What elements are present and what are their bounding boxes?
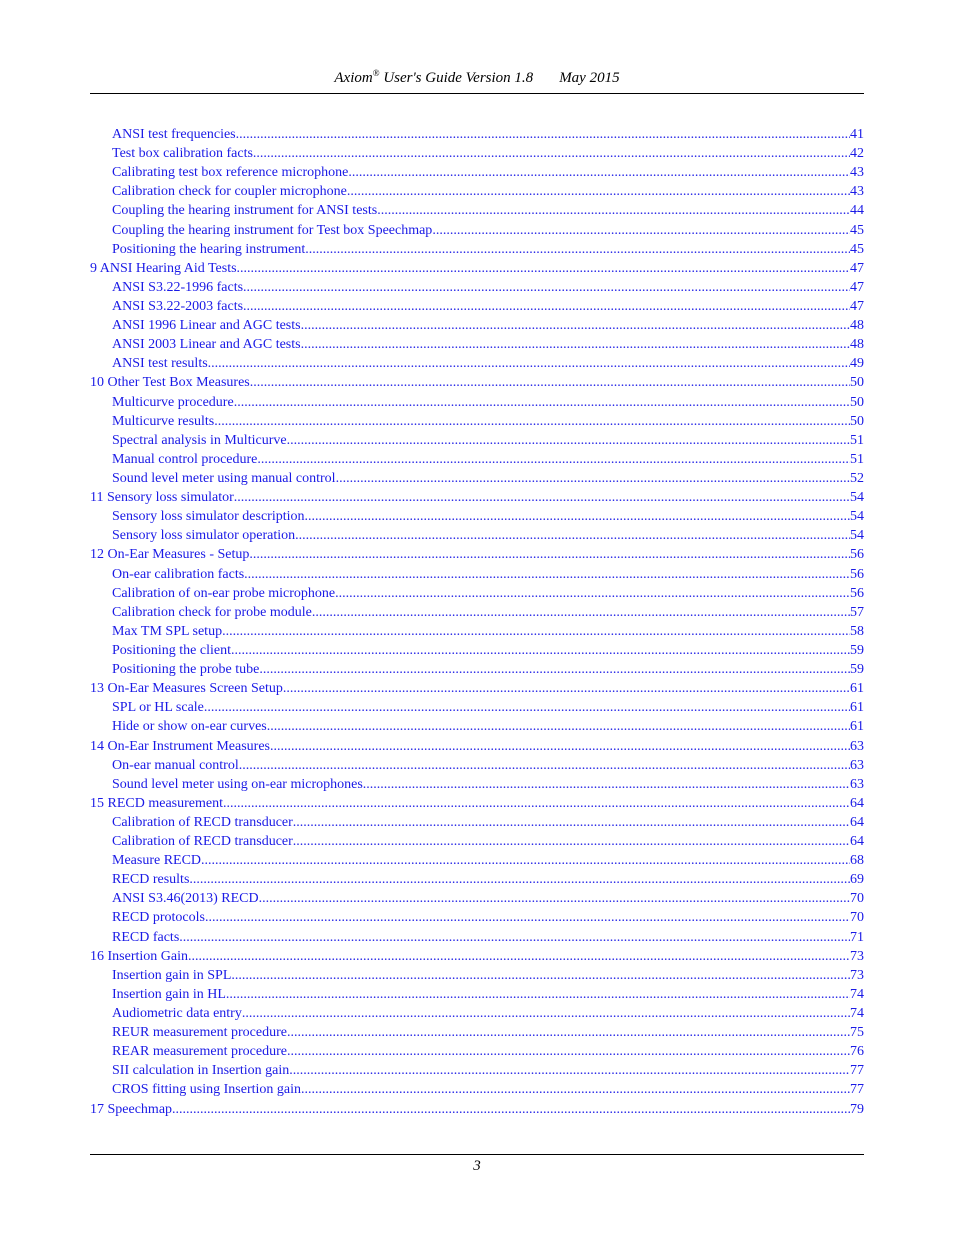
toc-section-link[interactable] [90, 450, 864, 469]
toc-page-number: 45 [850, 222, 864, 238]
toc-chapter-link[interactable] [90, 794, 864, 813]
toc-page-number: 54 [850, 509, 864, 525]
toc-dot-leader [222, 622, 850, 641]
toc-page-number: 74 [850, 986, 864, 1002]
toc-entry-label: Manual control procedure [112, 451, 258, 467]
toc-dot-leader [239, 756, 850, 775]
toc-entry-label: Spectral analysis in Multicurve [112, 432, 287, 448]
toc-dot-leader [335, 584, 850, 603]
toc-dot-leader [201, 851, 850, 870]
toc-page-number: 71 [850, 929, 864, 945]
toc-dot-leader [253, 144, 850, 163]
toc-entry-label: Test box calibration facts [112, 146, 253, 162]
toc-page-number: 56 [850, 547, 864, 563]
toc-entry-label: Calibration check for coupler microphone [112, 184, 347, 200]
toc-entry-label: On-ear calibration facts [112, 566, 245, 582]
toc-dot-leader [243, 297, 850, 316]
toc-entry-label: 13 On-Ear Measures Screen Setup [90, 681, 283, 697]
toc-entry-label: Multicurve results [112, 413, 215, 429]
toc-dot-leader [347, 182, 850, 201]
toc-section-link[interactable] [90, 412, 864, 431]
toc-entry-label: Multicurve procedure [112, 394, 234, 410]
toc-page-number: 73 [850, 967, 864, 983]
toc-entry-label: RECD results [112, 872, 190, 888]
toc-entry-label: REAR measurement procedure [112, 1044, 287, 1060]
toc-section-link[interactable] [90, 316, 864, 335]
toc-dot-leader [287, 1042, 850, 1061]
toc-page-number: 77 [850, 1063, 864, 1079]
toc-dot-leader [301, 335, 850, 354]
toc-page-number: 51 [850, 432, 864, 448]
toc-section-link[interactable] [90, 1004, 864, 1023]
toc-entry-label: Calibration check for probe module [112, 604, 312, 620]
toc-page-number: 61 [850, 700, 864, 716]
toc-dot-leader [305, 240, 850, 259]
toc-entry-label: Sensory loss simulator description [112, 509, 305, 525]
toc-entry-label: ANSI 2003 Linear and AGC tests [112, 337, 301, 353]
toc-page-number: 50 [850, 413, 864, 429]
toc-entry-label: 12 On-Ear Measures - Setup [90, 547, 250, 563]
toc-entry-label: Calibration of RECD transducer [112, 814, 293, 830]
toc-dot-leader [243, 278, 850, 297]
toc-section-link[interactable] [90, 832, 864, 851]
toc-entry-label: Positioning the probe tube [112, 662, 260, 678]
toc-section-link[interactable] [90, 966, 864, 985]
toc-page-number: 51 [850, 451, 864, 467]
toc-dot-leader [204, 698, 850, 717]
toc-page-number: 68 [850, 853, 864, 869]
toc-section-link[interactable] [90, 526, 864, 545]
toc-entry-label: 17 Speechmap [90, 1101, 173, 1117]
toc-section-link[interactable] [90, 297, 864, 316]
toc-chapter-link[interactable] [90, 259, 864, 278]
toc-page-number: 63 [850, 757, 864, 773]
toc-dot-leader [293, 813, 850, 832]
toc-section-link[interactable] [90, 908, 864, 927]
toc-section-link[interactable] [90, 565, 864, 584]
toc-section-link[interactable] [90, 1023, 864, 1042]
toc-entry-label: CROS fitting using Insertion gain [112, 1082, 301, 1098]
toc-section-link[interactable] [90, 660, 864, 679]
toc-entry-label: 14 On-Ear Instrument Measures [90, 738, 271, 754]
toc-page-number: 58 [850, 623, 864, 639]
toc-page-number: 79 [850, 1101, 864, 1117]
toc-dot-leader [189, 870, 850, 889]
header-date: May 2015 [559, 70, 620, 86]
page-footer [90, 1158, 864, 1175]
toc-entry-label: ANSI S3.22-1996 facts [112, 279, 244, 295]
toc-entry-label: Insertion gain in HL [112, 986, 226, 1002]
toc-chapter-link[interactable] [90, 1100, 864, 1119]
toc-page-number: 59 [850, 642, 864, 658]
toc-chapter-link[interactable] [90, 545, 864, 564]
toc-page-number: 64 [850, 795, 864, 811]
toc-dot-leader [179, 928, 850, 947]
toc-section-link[interactable] [90, 393, 864, 412]
toc-dot-leader [231, 641, 850, 660]
toc-page-number: 43 [850, 165, 864, 181]
toc-section-link[interactable] [90, 928, 864, 947]
toc-page-number: 70 [850, 910, 864, 926]
toc-entry-label: ANSI S3.22-2003 facts [112, 298, 244, 314]
toc-entry-label: SII calculation in Insertion gain [112, 1063, 290, 1079]
toc-dot-leader [348, 163, 850, 182]
toc-dot-leader [289, 1061, 850, 1080]
toc-dot-leader [301, 1080, 850, 1099]
toc-dot-leader [242, 1004, 850, 1023]
toc-dot-leader [301, 316, 850, 335]
toc-section-link[interactable] [90, 354, 864, 373]
toc-chapter-link[interactable] [90, 488, 864, 507]
toc-page-number: 49 [850, 356, 864, 372]
toc-section-link[interactable] [90, 1061, 864, 1080]
toc-page-number: 69 [850, 872, 864, 888]
toc-dot-leader [244, 565, 850, 584]
toc-entry-label: ANSI S3.46(2013) RECD [112, 891, 259, 907]
toc-entry-label: REUR measurement procedure [112, 1025, 287, 1041]
toc-entry-label: Hide or show on-ear curves [112, 719, 267, 735]
toc-entry-label: ANSI test results [112, 356, 208, 372]
toc-entry-label: ANSI 1996 Linear and AGC tests [112, 318, 301, 334]
toc-dot-leader [267, 717, 850, 736]
toc-page-number: 59 [850, 662, 864, 678]
header-title: User's Guide Version 1.8 [383, 70, 534, 86]
toc-section-link[interactable] [90, 278, 864, 297]
toc-chapter-link[interactable] [90, 373, 864, 392]
toc-dot-leader [205, 908, 850, 927]
toc-dot-leader [250, 373, 850, 392]
toc-section-link[interactable] [90, 431, 864, 450]
toc-section-link[interactable] [90, 756, 864, 775]
toc-page-number: 64 [850, 814, 864, 830]
toc-page-number: 56 [850, 566, 864, 582]
toc-page-number: 54 [850, 490, 864, 506]
toc-entry-label: Calibration of RECD transducer [112, 834, 293, 850]
header-divider [90, 93, 864, 94]
toc-page-number: 63 [850, 776, 864, 792]
toc-entry-label: Sound level meter using on-ear microphones [112, 776, 363, 792]
toc-dot-leader [293, 832, 850, 851]
toc-entry-label: 15 RECD measurement [90, 795, 223, 811]
toc-dot-leader [237, 259, 850, 278]
toc-entry-label: Max TM SPL setup [112, 623, 223, 639]
toc-section-link[interactable] [90, 698, 864, 717]
toc-entry-label: Coupling the hearing instrument for Test box Speechmap [112, 222, 433, 238]
toc-entry-label: Measure RECD [112, 853, 202, 869]
toc-page-number: 44 [850, 203, 864, 219]
toc-entry-label: Audiometric data entry [112, 1006, 242, 1022]
toc-page-number: 43 [850, 184, 864, 200]
toc-section-link[interactable] [90, 603, 864, 622]
toc-page-number: 61 [850, 719, 864, 735]
page-number: 3 [473, 1158, 481, 1174]
toc-chapter-link[interactable] [90, 947, 864, 966]
toc-page-number: 56 [850, 585, 864, 601]
toc-dot-leader [270, 737, 850, 756]
footer-divider [90, 1154, 864, 1155]
toc-entry-label: 11 Sensory loss simulator [90, 490, 234, 506]
toc-section-link[interactable] [90, 584, 864, 603]
toc-dot-leader [287, 1023, 850, 1042]
toc-page-number: 48 [850, 337, 864, 353]
toc-page-number: 50 [850, 394, 864, 410]
toc-page-number: 47 [850, 298, 864, 314]
toc-section-link[interactable] [90, 813, 864, 832]
toc-entry-label: Calibration of on-ear probe microphone [112, 585, 336, 601]
toc-dot-leader [188, 947, 850, 966]
toc-entry-label: RECD protocols [112, 910, 205, 926]
toc-section-link[interactable] [90, 1080, 864, 1099]
toc-chapter-link[interactable] [90, 679, 864, 698]
toc-dot-leader [305, 507, 851, 526]
toc-page-number: 47 [850, 260, 864, 276]
toc-section-link[interactable] [90, 240, 864, 259]
toc-entry-label: Positioning the client [112, 642, 231, 658]
toc-dot-leader [236, 125, 850, 144]
toc-dot-leader [336, 469, 850, 488]
toc-dot-leader [377, 201, 850, 220]
toc-entry-label: 9 ANSI Hearing Aid Tests [90, 260, 237, 276]
toc-section-link[interactable] [90, 469, 864, 488]
toc-page-number: 47 [850, 279, 864, 295]
toc-entry-label: 16 Insertion Gain [90, 948, 188, 964]
toc-section-link[interactable] [90, 221, 864, 240]
toc-page-number: 48 [850, 318, 864, 334]
toc-dot-leader [234, 488, 850, 507]
toc-entry-label: ANSI test frequencies [112, 127, 236, 142]
toc-dot-leader [295, 526, 850, 545]
toc-dot-leader [283, 679, 850, 698]
toc-dot-leader [249, 545, 850, 564]
toc-page-number: 63 [850, 738, 864, 754]
toc-section-link[interactable] [90, 870, 864, 889]
toc-page-number: 41 [850, 127, 864, 142]
toc-section-link[interactable] [90, 163, 864, 182]
toc-dot-leader [223, 794, 850, 813]
toc-section-link[interactable] [90, 182, 864, 201]
toc-dot-leader [287, 431, 850, 450]
toc-dot-leader [234, 393, 850, 412]
toc-page-number: 77 [850, 1082, 864, 1098]
toc-entry-label: On-ear manual control [112, 757, 239, 773]
toc-page-number: 52 [850, 470, 864, 486]
toc-section-link[interactable] [90, 622, 864, 641]
toc-entry-label: Insertion gain in SPL [112, 967, 232, 983]
toc-dot-leader [259, 660, 850, 679]
toc-entry-label: RECD facts [112, 929, 180, 945]
toc-page-number: 74 [850, 1006, 864, 1022]
toc-page-number: 75 [850, 1025, 864, 1041]
toc-entry-label: Calibrating test box reference microphone [112, 165, 349, 181]
toc-dot-leader [257, 450, 850, 469]
toc-section-link[interactable] [90, 717, 864, 736]
page-header [90, 68, 864, 87]
toc-dot-leader [259, 889, 850, 908]
toc-section-link[interactable] [90, 335, 864, 354]
toc-entry-label: Positioning the hearing instrument [112, 241, 306, 257]
toc-section-link[interactable] [90, 775, 864, 794]
toc-dot-leader [363, 775, 850, 794]
toc-dot-leader [226, 985, 850, 1004]
toc-entry-label: 10 Other Test Box Measures [90, 375, 250, 391]
toc-page-number: 45 [850, 241, 864, 257]
toc-page-number: 64 [850, 834, 864, 850]
table-of-contents [90, 125, 864, 1119]
toc-section-link[interactable] [90, 125, 864, 144]
header-brand: Axiom [334, 70, 373, 86]
toc-entry-label: Sound level meter using manual control [112, 470, 336, 486]
toc-page-number: 54 [850, 528, 864, 544]
toc-entry-label: Sensory loss simulator operation [112, 528, 296, 544]
registered-mark: ® [372, 68, 380, 78]
toc-chapter-link[interactable] [90, 737, 864, 756]
toc-section-link[interactable] [90, 851, 864, 870]
toc-page-number: 61 [850, 681, 864, 697]
toc-dot-leader [231, 966, 850, 985]
toc-entry-label: Coupling the hearing instrument for ANSI tests [112, 203, 378, 219]
toc-section-link[interactable] [90, 144, 864, 163]
toc-page-number: 42 [850, 146, 864, 162]
toc-section-link[interactable] [90, 1042, 864, 1061]
toc-section-link[interactable] [90, 507, 864, 526]
toc-page-number: 76 [850, 1044, 864, 1060]
toc-section-link[interactable] [90, 201, 864, 220]
toc-dot-leader [432, 221, 850, 240]
toc-section-link[interactable] [90, 889, 864, 908]
toc-section-link[interactable] [90, 641, 864, 660]
toc-page-number: 70 [850, 891, 864, 907]
toc-dot-leader [208, 354, 850, 373]
toc-page-number: 50 [850, 375, 864, 391]
toc-dot-leader [214, 412, 850, 431]
toc-dot-leader [172, 1100, 850, 1119]
toc-page-number: 73 [850, 948, 864, 964]
toc-entry-label: SPL or HL scale [112, 700, 204, 716]
toc-page-number: 57 [850, 604, 864, 620]
toc-dot-leader [312, 603, 850, 622]
toc-section-link[interactable] [90, 985, 864, 1004]
